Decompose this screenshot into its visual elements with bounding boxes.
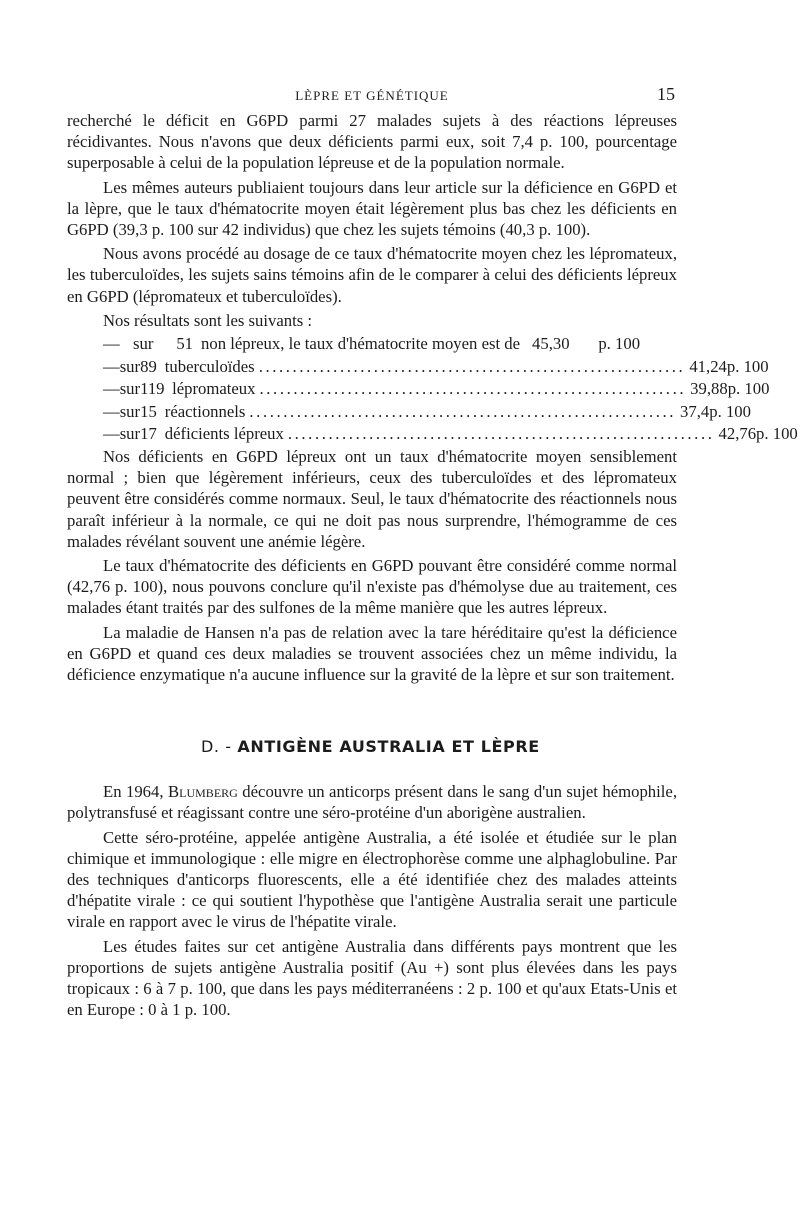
sur-label: sur [133,334,154,354]
hematocrit-value: 41,24 [689,356,727,376]
unit: p. 100 [727,379,770,399]
hematocrit-value: 42,76 [718,424,757,444]
group-label: non lépreux, le taux d'hématocrite moyen est de [201,334,521,354]
dash: — [103,401,120,421]
unit: p. 100 [726,356,769,376]
section-heading [201,737,677,756]
unit: p. 100 [709,401,751,421]
paragraph: Nos déficients en G6PD lépreux ont un taux d'hématocrite moyen sensiblement normal ; bien que légèrement inférieurs, ceux des tuberculoïdes et des lépromateux peuvent être considérés comme normaux. Seul, le taux d'hématocrite des réactionnels nous paraît inférieur à la normale, ce qui ne doit pas nous surprendre, l'hémogramme de ces malades révélant souvent une anémie légère. [67,447,677,551]
sur-label: sur [119,424,141,444]
sur-label: sur [119,356,141,376]
sur-label: sur [119,401,141,421]
dot-leader: ............................................................... [287,424,715,444]
results-list [103,333,798,446]
dash: — [103,356,120,376]
group-label: déficients lépreux [164,424,284,444]
paragraph: Les mêmes auteurs publiaient toujours dans leur article sur la déficience en G6PD et la lèpre, que le taux d'hématocrite moyen était légèrement plus bas chez les déficients en G6PD (39,3 p. 100 sur 42 individus) que chez les sujets témoins (40,3 p. 100). [67,177,677,240]
results-row [103,401,751,424]
paragraph: Les études faites sur cet antigène Australia dans différents pays montrent que les proportions de sujets antigène Australia positif (Au +) sont plus élevées dans les pays tropicaux : 6 à 7 p. 100, que dans les pays méditerranéens : 2 p. 100 et qu'aux Etats-Unis et en Europe : 0 à 1 p. 100. [67,936,677,1020]
dash: — [103,424,120,444]
page-number: 15 [657,84,675,104]
subject-count: 15 [140,401,157,421]
dot-leader: ............................................................... [249,401,677,421]
text-run: En 1964, [103,782,164,802]
paragraph [67,781,677,823]
hematocrit-value: 37,4 [680,401,710,421]
sur-label: sur [119,379,141,399]
section-letter: D. - [201,737,232,757]
unit: p. 100 [598,334,641,354]
group-label: tuberculoïdes [164,356,255,376]
paragraph: Cette séro-protéine, appelée antigène Australia, a été isolée et étudiée sur le plan chimique et immunologique : elle migre en électrophorèse comme une alphaglobuline. Par des techniques d'anticorps fluorescents, elle a été identifiée chez des malades atteints d'hépatite virale : ce qui soutient l'hypothèse que l'antigène Australia serait une particule virale en rapport avec le virus de l'hépatite virale. [67,827,677,932]
running-title: LÈPRE ET GÉNÉTIQUE [295,88,449,103]
text-run: découvre un anticorps présent dans le sang d'un sujet hémophile, polytransfusé et réagissant contre une séro-protéine d'un aborigène australien. [67,782,678,823]
paragraph: Le taux d'hématocrite des déficients en G6PD pouvant être considéré comme normal (42,76 p. 100), nous pouvons conclure qu'il n'existe pas d'hémolyse due au traitement, ces malades étant traités par des sulfones de la même manière que les autres lépreux. [67,556,677,618]
group-label: lépromateux [172,379,256,399]
subject-count: 17 [140,424,157,444]
subject-count: 51 [176,334,193,354]
results-row [103,423,798,446]
hematocrit-value: 39,88 [690,379,728,399]
hematocrit-value: 45,30 [532,334,570,354]
unit: p. 100 [756,424,798,444]
paragraph-continued: recherché le déficit en G6PD parmi 27 malades sujets à des réactions lépreuses récidivantes. Nous n'avons que deux déficients parmi eux, soit 7,4 p. 100, pourcentage superposable à celui de la population lépreuse et de la population normale. [67,111,677,173]
dot-leader: ............................................................... [258,356,686,376]
paragraph: Nous avons procédé au dosage de ce taux d'hématocrite moyen chez les lépromateux, les tuberculoïdes, les sujets sains témoins afin de le comparer à celui des déficients lépreux en G6PD (lépromateux et tuberculoïdes). [67,244,677,306]
subject-count: 119 [140,379,165,399]
running-header [67,84,677,110]
document-page [67,84,798,1020]
results-row [103,356,769,379]
author-name: Blumberg [168,782,238,802]
results-intro: Nos résultats sont les suivants : [103,310,313,330]
section-title: ANTIGÈNE AUSTRALIA ET LÈPRE [237,737,540,757]
subject-count: 89 [140,356,157,376]
paragraph: La maladie de Hansen n'a pas de relation avec la tare héréditaire qu'est la déficience en G6PD et quand ces deux maladies se trouvent associées chez un même individu, la déficience enzymatique n'a aucune influence sur la gravité de la lèpre et sur son traitement. [67,622,677,685]
results-row [103,378,770,401]
dot-leader: ............................................................... [259,379,687,399]
dash: — [103,379,120,399]
results-row [103,333,675,356]
dash: — [103,334,120,354]
group-label: réactionnels [164,401,246,421]
